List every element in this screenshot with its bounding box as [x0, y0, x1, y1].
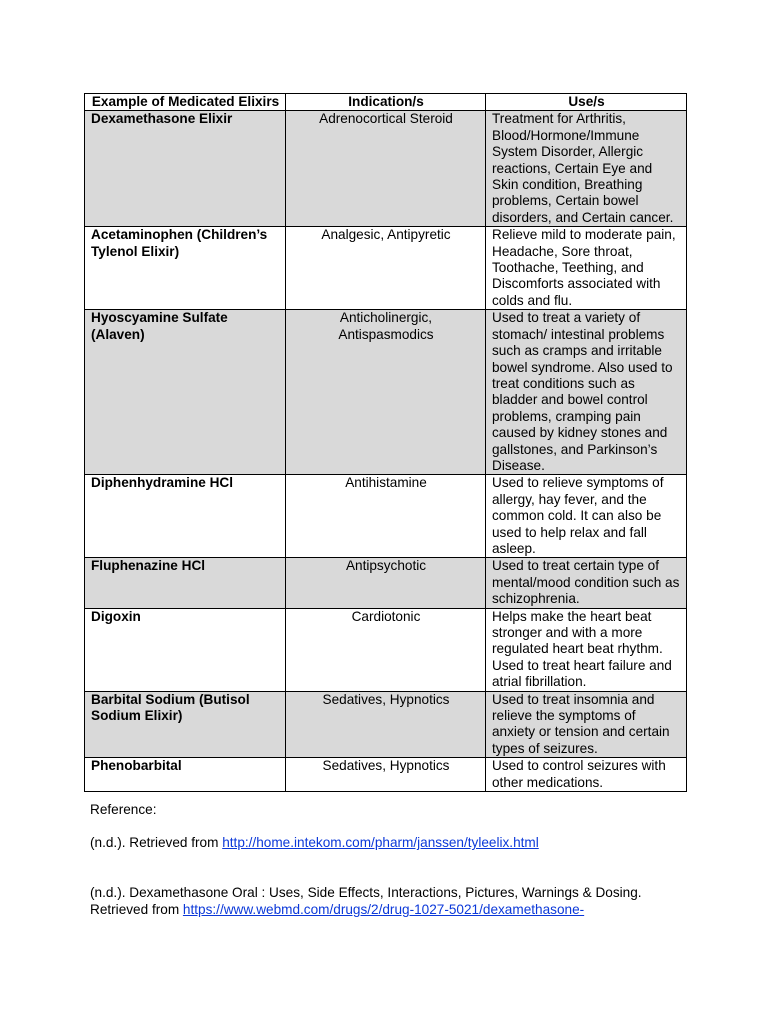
header-example: Example of Medicated Elixirs: [85, 94, 286, 111]
reference-link-1[interactable]: http://home.intekom.com/pharm/janssen/tyleelix.html: [222, 835, 539, 850]
reference-retrieved-line: [90, 901, 642, 918]
table-row: [85, 758, 687, 792]
elixir-name: Fluphenazine HCl: [85, 558, 286, 608]
reference-entry-1: [90, 834, 539, 851]
reference-prefix: (n.d.). Retrieved from: [90, 835, 223, 850]
elixir-indication: Cardiotonic: [286, 608, 486, 691]
reference-prefix: Retrieved from: [90, 902, 183, 917]
elixir-name: Barbital Sodium (Butisol Sodium Elixir): [85, 691, 286, 758]
elixir-use: Treatment for Arthritis, Blood/Hormone/Immune System Disorder, Allergic reactions, Certain Eye and Skin condition, Breathing problems, Certain bowel disorders, and Certain cancer.: [486, 111, 687, 227]
reference-link-2[interactable]: https://www.webmd.com/drugs/2/drug-1027-5021/dexamethasone-: [182, 902, 585, 917]
elixir-indication: Analgesic, Antipyretic: [286, 227, 486, 310]
elixir-indication: Antihistamine: [286, 475, 486, 558]
table-row: [85, 608, 687, 691]
elixir-use: Helps make the heart beat stronger and with a more regulated heart beat rhythm. Used to treat heart failure and atrial fibrillation.: [486, 608, 687, 691]
reference-entry-2: [90, 884, 642, 918]
table-row: [85, 558, 687, 608]
elixir-indication: Adrenocortical Steroid: [286, 111, 486, 227]
reference-heading: Reference:: [90, 802, 157, 817]
table-header-row: [85, 94, 687, 111]
elixirs-table: [84, 93, 687, 792]
elixir-name: Diphenhydramine HCl: [85, 475, 286, 558]
header-indication: Indication/s: [286, 94, 486, 111]
elixir-name: Acetaminophen (Children’s Tylenol Elixir): [85, 227, 286, 310]
elixir-name: Dexamethasone Elixir: [85, 111, 286, 227]
elixir-indication: Antipsychotic: [286, 558, 486, 608]
elixir-use: Used to relieve symptoms of allergy, hay fever, and the common cold. It can also be used to help relax and fall asleep.: [486, 475, 687, 558]
elixir-use: Relieve mild to moderate pain, Headache, Sore throat, Toothache, Teething, and Discomforts associated with colds and flu.: [486, 227, 687, 310]
table-row: [85, 691, 687, 758]
elixir-name: Hyoscyamine Sulfate (Alaven): [85, 310, 286, 475]
table-row: [85, 227, 687, 310]
header-uses: Use/s: [486, 94, 687, 111]
elixir-indication: Anticholinergic, Antispasmodics: [286, 310, 486, 475]
elixir-use: Used to treat a variety of stomach/ intestinal problems such as cramps and irritable bowel syndrome. Also used to treat conditions such as bladder and bowel control problems, cramping pain caused by kidney stones and gallstones, and Parkinson’s Disease.: [486, 310, 687, 475]
elixir-name: Phenobarbital: [85, 758, 286, 792]
elixir-indication: Sedatives, Hypnotics: [286, 758, 486, 792]
elixir-use: Used to treat certain type of mental/mood condition such as schizophrenia.: [486, 558, 687, 608]
table-row: [85, 310, 687, 475]
elixir-indication: Sedatives, Hypnotics: [286, 691, 486, 758]
elixir-name: Digoxin: [85, 608, 286, 691]
table-row: [85, 475, 687, 558]
elixir-use: Used to treat insomnia and relieve the symptoms of anxiety or tension and certain types of seizures.: [486, 691, 687, 758]
table-row: [85, 111, 687, 227]
reference-title: (n.d.). Dexamethasone Oral : Uses, Side Effects, Interactions, Pictures, Warnings & Dosing.: [90, 885, 642, 900]
elixir-use: Used to control seizures with other medications.: [486, 758, 687, 792]
